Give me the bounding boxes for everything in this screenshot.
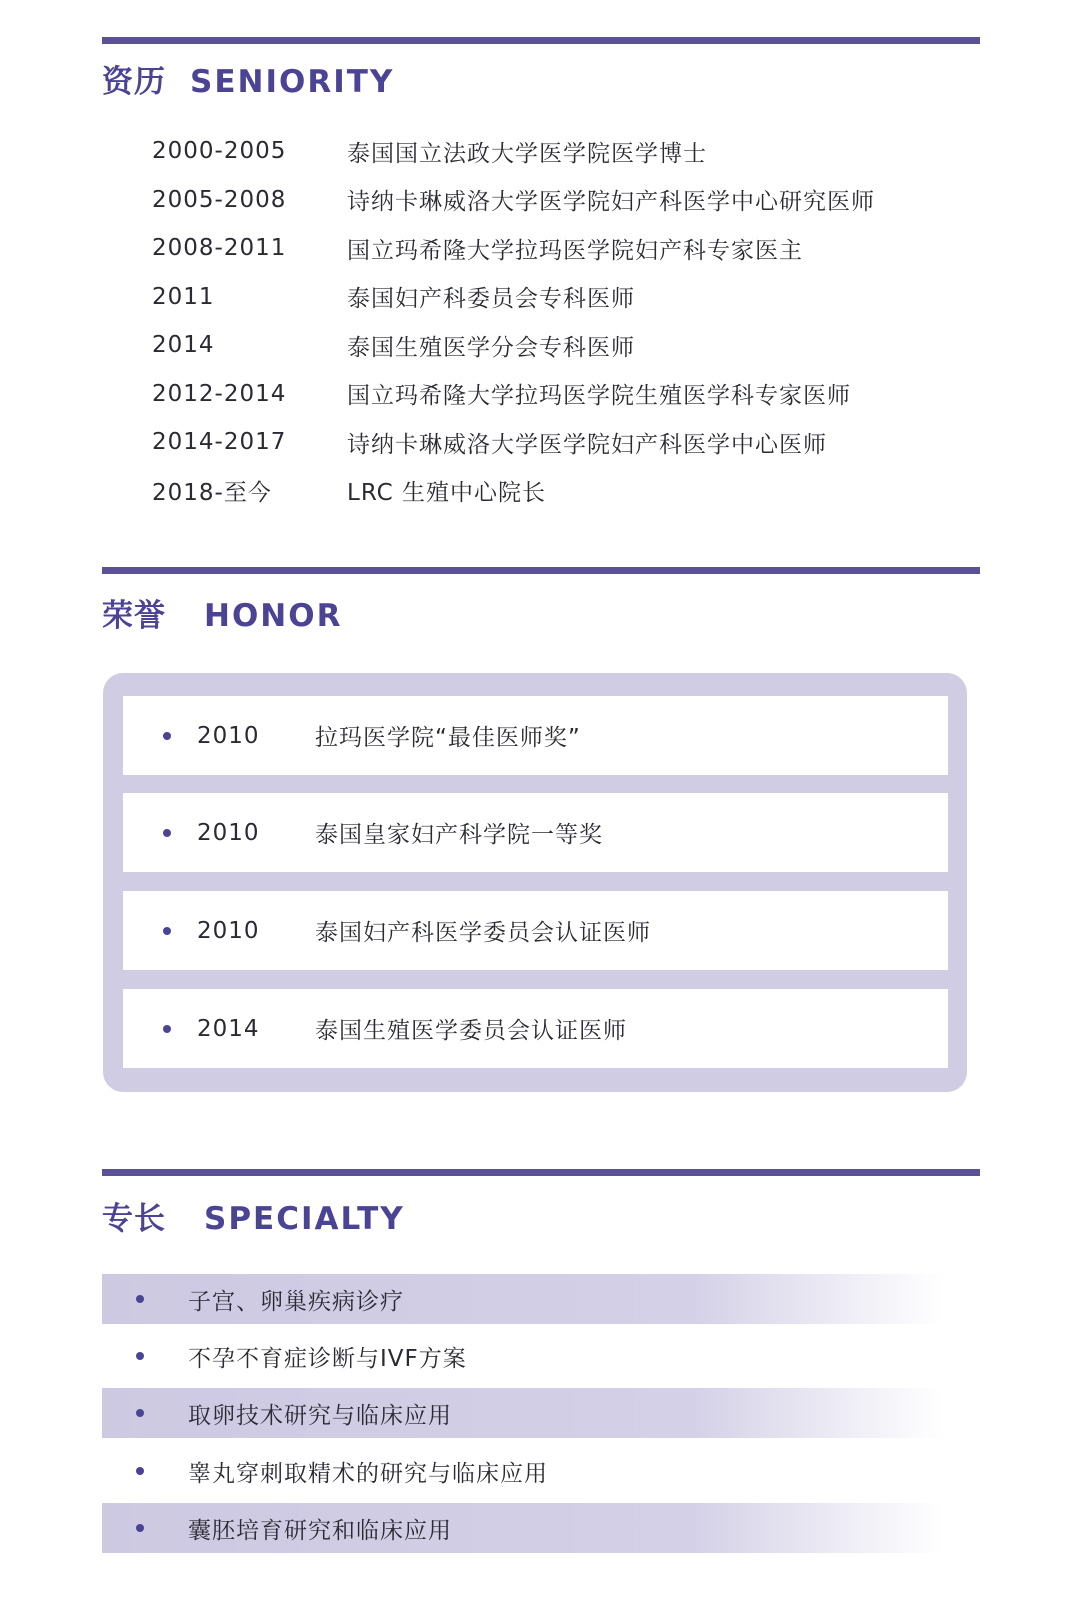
specialty-heading (102, 1193, 405, 1238)
specialty-item (102, 1274, 944, 1324)
seniority-desc: 泰国国立法政大学医学院医学博士 (347, 140, 707, 167)
seniority-year: 2011 (152, 283, 215, 310)
bullet-icon (136, 1524, 144, 1532)
bullet-icon (136, 1295, 144, 1303)
specialty-desc: 囊胚培育研究和临床应用 (188, 1517, 452, 1544)
specialty-desc: 取卵技术研究与临床应用 (188, 1402, 452, 1429)
seniority-heading (102, 56, 394, 101)
seniority-year: 2000-2005 (152, 138, 287, 165)
specialty-desc: 子宫、卵巢疾病诊疗 (188, 1288, 404, 1315)
honor-year: 2010 (197, 819, 260, 846)
seniority-year: 2008-2011 (152, 235, 287, 262)
honor-item (123, 891, 948, 970)
seniority-year: 2005-2008 (152, 186, 287, 213)
honor-desc: 拉玛医学院“最佳医师奖” (315, 725, 581, 751)
seniority-year: 2018-至今 (152, 480, 272, 507)
honor-divider (102, 567, 980, 574)
specialty-desc: 睾丸穿刺取精术的研究与临床应用 (188, 1460, 548, 1487)
bullet-icon (136, 1409, 144, 1417)
honor-desc: 泰国皇家妇产科学院一等奖 (315, 822, 603, 848)
honor-title-en: HONOR (204, 598, 343, 634)
seniority-desc: 诗纳卡琳威洛大学医学院妇产科医学中心研究医师 (347, 189, 875, 216)
seniority-desc: 诗纳卡琳威洛大学医学院妇产科医学中心医师 (347, 431, 827, 458)
seniority-item (152, 127, 875, 176)
seniority-year: 2014-2017 (152, 429, 287, 456)
seniority-desc: LRC 生殖中心院长 (347, 480, 547, 507)
seniority-item (152, 273, 875, 322)
specialty-desc: 不孕不育症诊断与IVF方案 (188, 1345, 467, 1372)
specialty-title-en: SPECIALTY (204, 1201, 405, 1237)
bullet-icon (136, 1467, 144, 1475)
specialty-title-zh: 专长 (102, 1201, 166, 1237)
honor-year: 2010 (197, 722, 260, 749)
seniority-desc: 国立玛希隆大学拉玛医学院妇产科专家医主 (347, 237, 803, 264)
seniority-list (152, 127, 875, 515)
seniority-title-zh: 资历 (102, 64, 166, 100)
honor-desc: 泰国妇产科医学委员会认证医师 (315, 920, 651, 946)
specialty-item (102, 1446, 944, 1496)
honor-title-zh: 荣誉 (102, 598, 166, 634)
specialty-item (102, 1331, 944, 1381)
honor-panel (103, 673, 967, 1092)
honor-heading (102, 590, 342, 635)
honor-item (123, 696, 948, 775)
seniority-item (152, 321, 875, 370)
honor-desc: 泰国生殖医学委员会认证医师 (315, 1018, 627, 1044)
seniority-item (152, 418, 875, 467)
seniority-item (152, 224, 875, 273)
specialty-divider (102, 1169, 980, 1176)
seniority-desc: 国立玛希隆大学拉玛医学院生殖医学科专家医师 (347, 383, 851, 410)
specialty-item (102, 1388, 944, 1438)
seniority-desc: 泰国妇产科委员会专科医师 (347, 286, 635, 313)
bullet-icon (163, 732, 171, 740)
honor-year: 2014 (197, 1015, 260, 1042)
honor-item (123, 793, 948, 872)
seniority-item (152, 467, 875, 516)
specialty-item (102, 1503, 944, 1553)
honor-item (123, 989, 948, 1068)
bullet-icon (163, 1025, 171, 1033)
seniority-year: 2012-2014 (152, 380, 287, 407)
bullet-icon (163, 927, 171, 935)
seniority-item (152, 176, 875, 225)
bullet-icon (163, 829, 171, 837)
bullet-icon (136, 1352, 144, 1360)
seniority-year: 2014 (152, 332, 215, 359)
honor-year: 2010 (197, 917, 260, 944)
seniority-divider (102, 37, 980, 44)
seniority-title-en: SENIORITY (190, 64, 395, 100)
seniority-desc: 泰国生殖医学分会专科医师 (347, 334, 635, 361)
seniority-item (152, 370, 875, 419)
